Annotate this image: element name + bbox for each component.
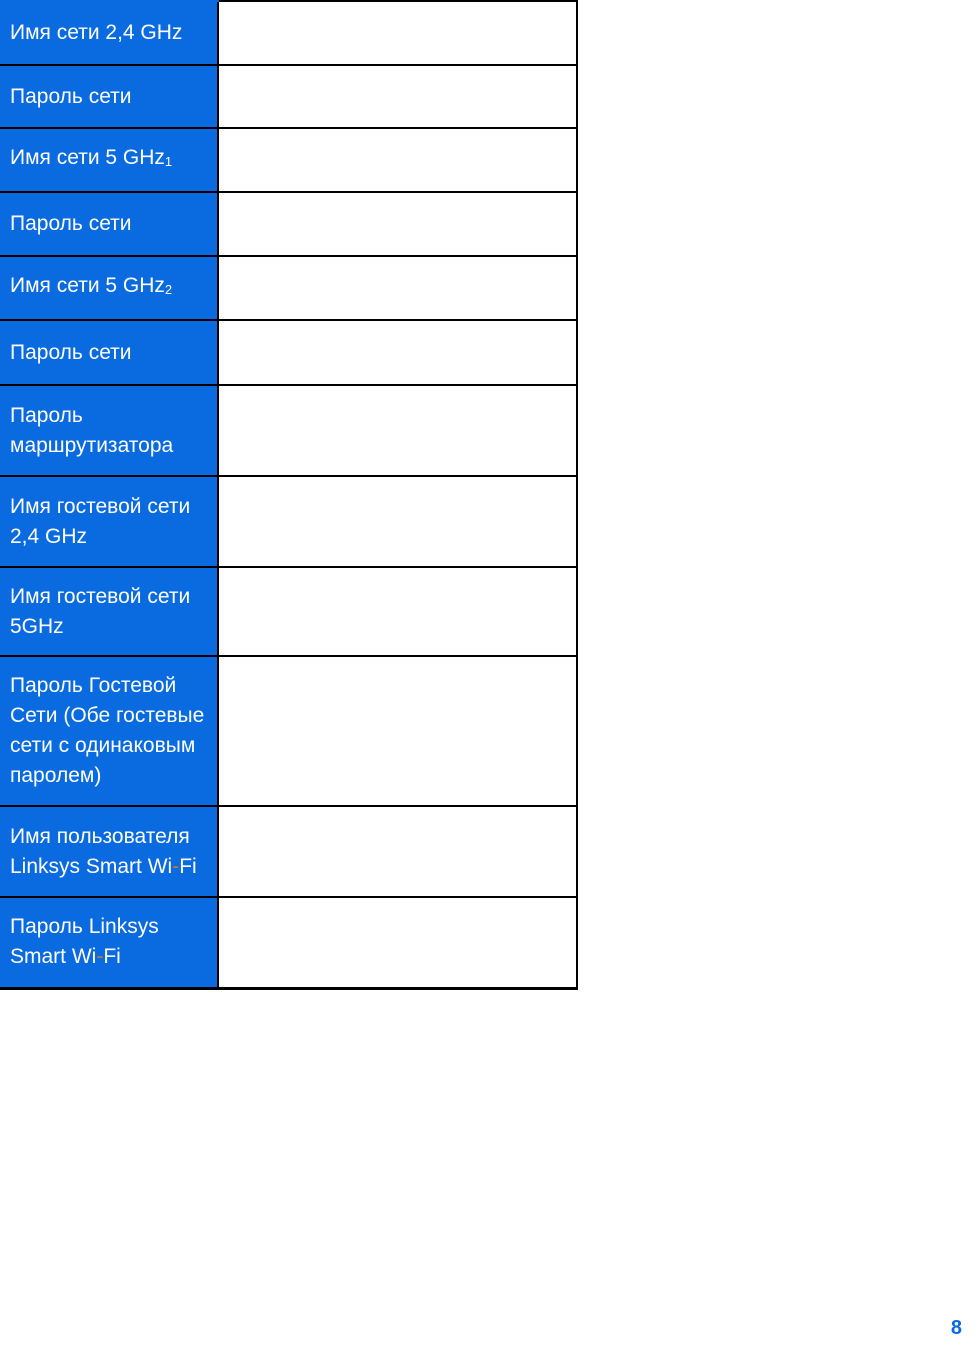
row-label: [1, 567, 218, 656]
row-label: [1, 128, 218, 192]
label-text: Имя сети 5 GHz: [10, 146, 165, 169]
label-text: Fi: [179, 854, 197, 878]
row-value: [218, 806, 577, 897]
label-subscript: 2: [164, 282, 173, 297]
table-row: [1, 1, 577, 65]
row-value: [218, 256, 577, 320]
label-text: Пароль: [10, 403, 83, 427]
row-label: [1, 806, 218, 897]
label-text: Пароль сети: [10, 340, 132, 364]
label-text: Пароль Гостевой: [10, 674, 177, 697]
table-row: [1, 806, 577, 897]
label-text: Сети (Обе гостевые: [10, 704, 205, 727]
row-value: [218, 192, 577, 256]
label-text: Имя гостевой сети: [10, 584, 191, 608]
table-row: [1, 567, 577, 656]
row-label: [1, 656, 218, 806]
label-text: Имя гостевой сети: [10, 494, 191, 518]
row-value: [218, 320, 577, 385]
row-label: [1, 897, 218, 988]
row-label: [1, 192, 218, 256]
label-text: Имя пользователя: [10, 824, 190, 848]
table-row: [1, 897, 577, 988]
label-text: сети с одинаковым: [10, 734, 196, 757]
row-value: [218, 1, 577, 65]
table-row: [1, 476, 577, 567]
row-label: [1, 385, 218, 476]
row-value: [218, 897, 577, 988]
label-text: 2,4 GHz: [10, 524, 88, 548]
row-value: [218, 567, 577, 656]
table-row: [1, 320, 577, 385]
row-label: [1, 476, 218, 567]
label-text: Пароль сети: [10, 84, 132, 108]
router-info-table: [0, 0, 578, 990]
label-text: Пароль сети: [10, 212, 132, 235]
label-text: паролем): [10, 764, 102, 787]
table-row: [1, 65, 577, 128]
row-label: [1, 65, 218, 128]
table-row: [1, 128, 577, 192]
label-text: Linksys Smart Wi: [10, 854, 173, 878]
table-row: [1, 656, 577, 806]
row-label: [1, 1, 218, 65]
label-text: Smart Wi: [10, 945, 97, 969]
page-number: 8: [950, 1317, 962, 1339]
table-row: [1, 256, 577, 320]
row-label: [1, 320, 218, 385]
row-value: [218, 385, 577, 476]
table-row: [1, 385, 577, 476]
row-value: [218, 65, 577, 128]
label-subscript: 1: [164, 154, 173, 169]
label-text: 5GHz: [10, 614, 64, 638]
label-text: маршрутизатора: [10, 433, 174, 457]
label-hyphen: -: [172, 854, 180, 878]
label-text: Пароль Linksys: [10, 915, 159, 939]
label-hyphen: -: [96, 945, 104, 969]
row-label: [1, 256, 218, 320]
label-text: Имя сети 2,4 GHz: [10, 21, 183, 44]
label-text: Имя сети 5 GHz: [10, 274, 165, 297]
row-value: [218, 128, 577, 192]
table-row: [1, 192, 577, 256]
label-text: Fi: [103, 945, 121, 969]
row-value: [218, 656, 577, 806]
row-value: [218, 476, 577, 567]
